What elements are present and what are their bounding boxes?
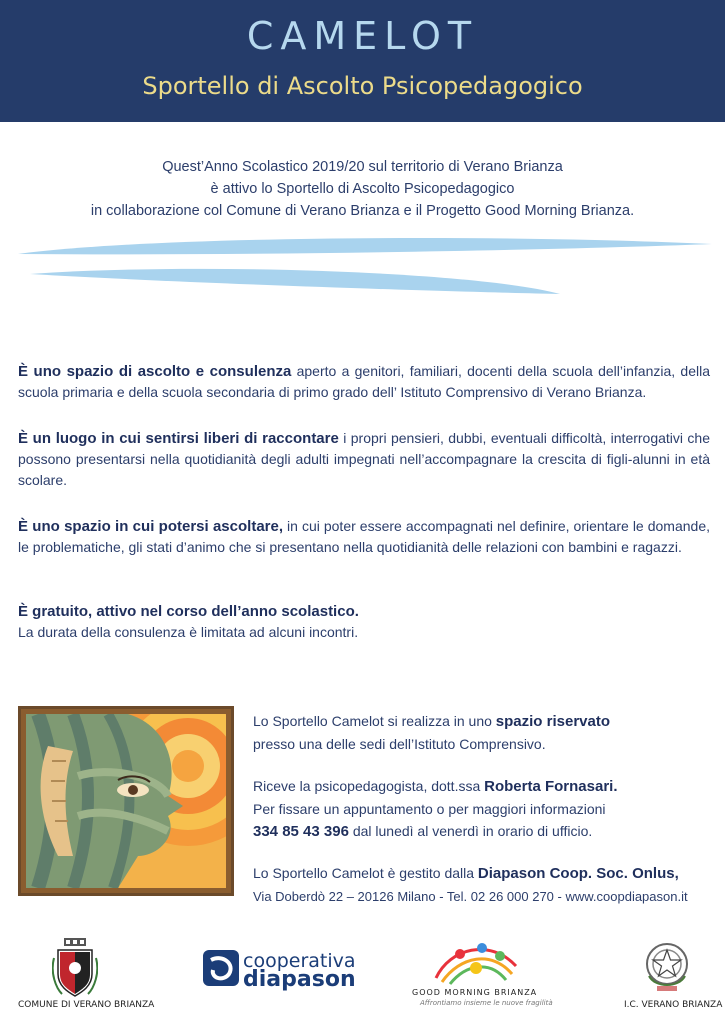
- info-contact-text-2: Per fissare un appuntamento o per maggiori informazioni: [253, 801, 606, 817]
- gmb-tagline: Affrontiamo insieme le nuove fragilità: [420, 999, 553, 1007]
- good-morning-brianza-logo-icon: [430, 938, 522, 988]
- paragraph-3-text: in cui poter essere accompagnati nel definire, orientare le domande, le problematiche, gli stati d’animo che si presentano nella quotidianità delle relazioni con bambini e ragazzi.: [18, 518, 710, 555]
- italian-republic-emblem-icon: [643, 940, 691, 994]
- paragraph-consulting: [18, 361, 710, 403]
- intro-text: [20, 156, 705, 222]
- paragraph-3-bold: È uno spazio in cui potersi ascoltare,: [18, 518, 284, 535]
- info-location-text: Lo Sportello Camelot si realizza in uno: [253, 713, 496, 729]
- diapason-label-bottom: diapason: [243, 967, 356, 992]
- paragraph-1-text: aperto a genitori, familiari, docenti della scuola dell’infanzia, della scuola primaria e della scuola secondaria di primo grado dell’ Istituto Comprensivo di Verano Brianza.: [18, 363, 710, 400]
- listening-face-illustration: [18, 706, 234, 896]
- diapason-logo-icon: [203, 950, 239, 986]
- paragraph-listen: [18, 516, 710, 558]
- info-contact-phone: 334 85 43 396: [253, 823, 349, 840]
- info-contact: [253, 775, 713, 843]
- info-location-text-2: presso una delle sedi dell’Istituto Comprensivo.: [253, 736, 546, 752]
- paragraph-2-bold: È un luogo in cui sentirsi liberi di raccontare: [18, 430, 339, 447]
- gmb-label: GOOD MORNING BRIANZA: [412, 988, 538, 997]
- diapason-label-top: cooperativa: [243, 950, 356, 972]
- info-manager-bold: Diapason Coop. Soc. Onlus,: [477, 865, 679, 882]
- paragraph-free: [18, 601, 710, 643]
- comune-crest-icon: [52, 938, 98, 998]
- info-manager-address: Via Doberdò 22 – 20126 Milano - Tel. 02 26 000 270 - www.coopdiapason.it: [253, 889, 688, 904]
- comune-label: COMUNE DI VERANO BRIANZA: [18, 1000, 155, 1010]
- paragraph-4-bold: È gratuito, attivo nel corso dell’anno scolastico.: [18, 603, 359, 620]
- header-banner: [0, 0, 725, 122]
- info-manager: [253, 862, 713, 908]
- swoosh-decoration: [0, 232, 725, 322]
- info-manager-text: Lo Sportello Camelot è gestito dalla: [253, 865, 478, 881]
- paragraph-free-to-tell: [18, 428, 710, 491]
- paragraph-1-bold: È uno spazio di ascolto e consulenza: [18, 363, 292, 380]
- info-contact-name: Roberta Fornasari.: [484, 778, 618, 795]
- page-subtitle: Sportello di Ascolto Psicopedagogico: [142, 72, 583, 100]
- intro-line-2: è attivo lo Sportello di Ascolto Psicopedagogico: [210, 181, 515, 197]
- paragraph-2-text: i propri pensieri, dubbi, eventuali difficoltà, interrogativi che possono presentarsi nella quotidianità degli adulti impegnati nell’accompagnare la crescita di figli-alunni in età scolare.: [18, 430, 711, 488]
- info-contact-text: Riceve la psicopedagogista, dott.ssa: [253, 778, 485, 794]
- intro-line-3: in collaborazione col Comune di Verano Brianza e il Progetto Good Morning Brianza.: [90, 203, 635, 219]
- page-title: CAMELOT: [246, 14, 479, 58]
- info-contact-hours: dal lunedì al venerdì in orario di ufficio.: [348, 823, 593, 839]
- intro-line-1: Quest’Anno Scolastico 2019/20 sul territorio di Verano Brianza: [162, 159, 563, 175]
- info-location: [253, 710, 713, 755]
- paragraph-4-text: La durata della consulenza è limitata ad alcuni incontri.: [18, 624, 359, 640]
- info-location-bold: spazio riservato: [495, 713, 611, 730]
- ic-label: I.C. VERANO BRIANZA: [624, 1000, 723, 1010]
